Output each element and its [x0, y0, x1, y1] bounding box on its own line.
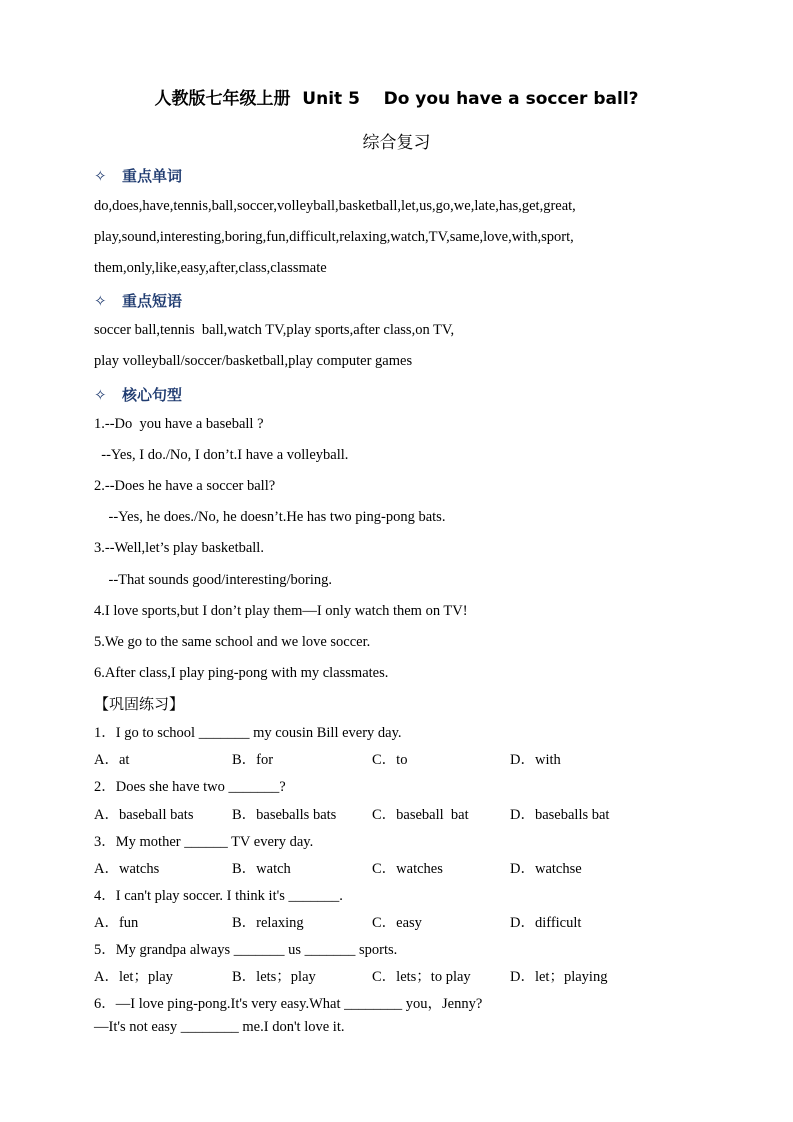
option-c: C．lets；to play	[372, 969, 471, 985]
diamond-icon: ✧	[94, 386, 107, 404]
option-c: C．watches	[372, 861, 443, 877]
sentence-line: 1.--Do you have a baseball ?	[94, 416, 264, 432]
question-stem: 3．My mother ______ TV every day.	[94, 834, 314, 850]
option-a: A．at	[94, 752, 130, 768]
practice-heading: 【巩固练习】	[94, 695, 185, 713]
option-c: C．to	[372, 752, 408, 768]
sentence-line: 4.I love sports,but I don’t play them—I only watch them on TV!	[94, 603, 468, 619]
sentence-line: 5.We go to the same school and we love soccer.	[94, 634, 371, 650]
phrases-line: soccer ball,tennis ball,watch TV,play sports,after class,on TV,	[94, 322, 455, 338]
section-heading-label: 重点单词	[122, 167, 183, 185]
option-b: B．relaxing	[232, 915, 304, 931]
question-options	[94, 857, 714, 877]
option-c: C．baseball bat	[372, 807, 469, 823]
sentence-line: 3.--Well,let’s play basketball.	[94, 540, 264, 556]
option-a: A．watchs	[94, 861, 160, 877]
page-title: 人教版七年级上册 Unit 5 Do you have a soccer ball?	[154, 89, 639, 109]
option-c: C．easy	[372, 915, 422, 931]
words-line: do,does,have,tennis,ball,soccer,volleyball,basketball,let,us,go,we,late,has,get,great,	[94, 198, 576, 214]
question-options	[94, 965, 714, 985]
option-b: B．lets；play	[232, 969, 316, 985]
option-a: A．baseball bats	[94, 807, 194, 823]
question-stem: 4．I can't play soccer. I think it's _______.	[94, 888, 343, 904]
sentence-line: 2.--Does he have a soccer ball?	[94, 478, 276, 494]
question-options	[94, 803, 714, 823]
option-d: D．difficult	[510, 915, 582, 931]
section-heading-label: 核心句型	[122, 386, 183, 404]
question-options	[94, 911, 714, 931]
section-heading-label: 重点短语	[122, 292, 183, 310]
words-line: play,sound,interesting,boring,fun,difficult,relaxing,watch,TV,same,love,with,sport,	[94, 229, 574, 245]
question-options	[94, 748, 714, 768]
page-subtitle: 综合复习	[362, 133, 431, 153]
section-heading-phrases	[94, 290, 182, 311]
question-answer-line: —It's not easy ________ me.I don't love it.	[94, 1019, 345, 1035]
diamond-icon: ✧	[94, 167, 107, 185]
sentence-line: --That sounds good/interesting/boring.	[94, 572, 333, 588]
phrases-line: play volleyball/soccer/basketball,play computer games	[94, 353, 413, 369]
option-a: A．fun	[94, 915, 139, 931]
sentence-line: --Yes, he does./No, he doesn’t.He has two ping-pong bats.	[94, 509, 446, 525]
option-d: D．baseballs bat	[510, 807, 610, 823]
sentence-line: --Yes, I do./No, I don’t.I have a volleyball.	[94, 447, 349, 463]
question-stem: 1．I go to school _______ my cousin Bill every day.	[94, 725, 402, 741]
section-heading-words	[94, 165, 182, 186]
option-b: B．watch	[232, 861, 291, 877]
option-b: B．for	[232, 752, 274, 768]
words-line: them,only,like,easy,after,class,classmate	[94, 260, 327, 276]
question-stem: 6．—I love ping-pong.It's very easy.What ________ you，Jenny?	[94, 996, 483, 1012]
option-d: D．with	[510, 752, 561, 768]
option-a: A．let；play	[94, 969, 173, 985]
diamond-icon: ✧	[94, 292, 107, 310]
question-stem: 2．Does she have two _______?	[94, 779, 286, 795]
option-d: D．watchse	[510, 861, 582, 877]
option-b: B．baseballs bats	[232, 807, 337, 823]
sentence-line: 6.After class,I play ping-pong with my classmates.	[94, 665, 389, 681]
option-d: D．let；playing	[510, 969, 608, 985]
question-stem: 5．My grandpa always _______ us _______ sports.	[94, 942, 398, 958]
section-heading-sentences	[94, 384, 182, 405]
